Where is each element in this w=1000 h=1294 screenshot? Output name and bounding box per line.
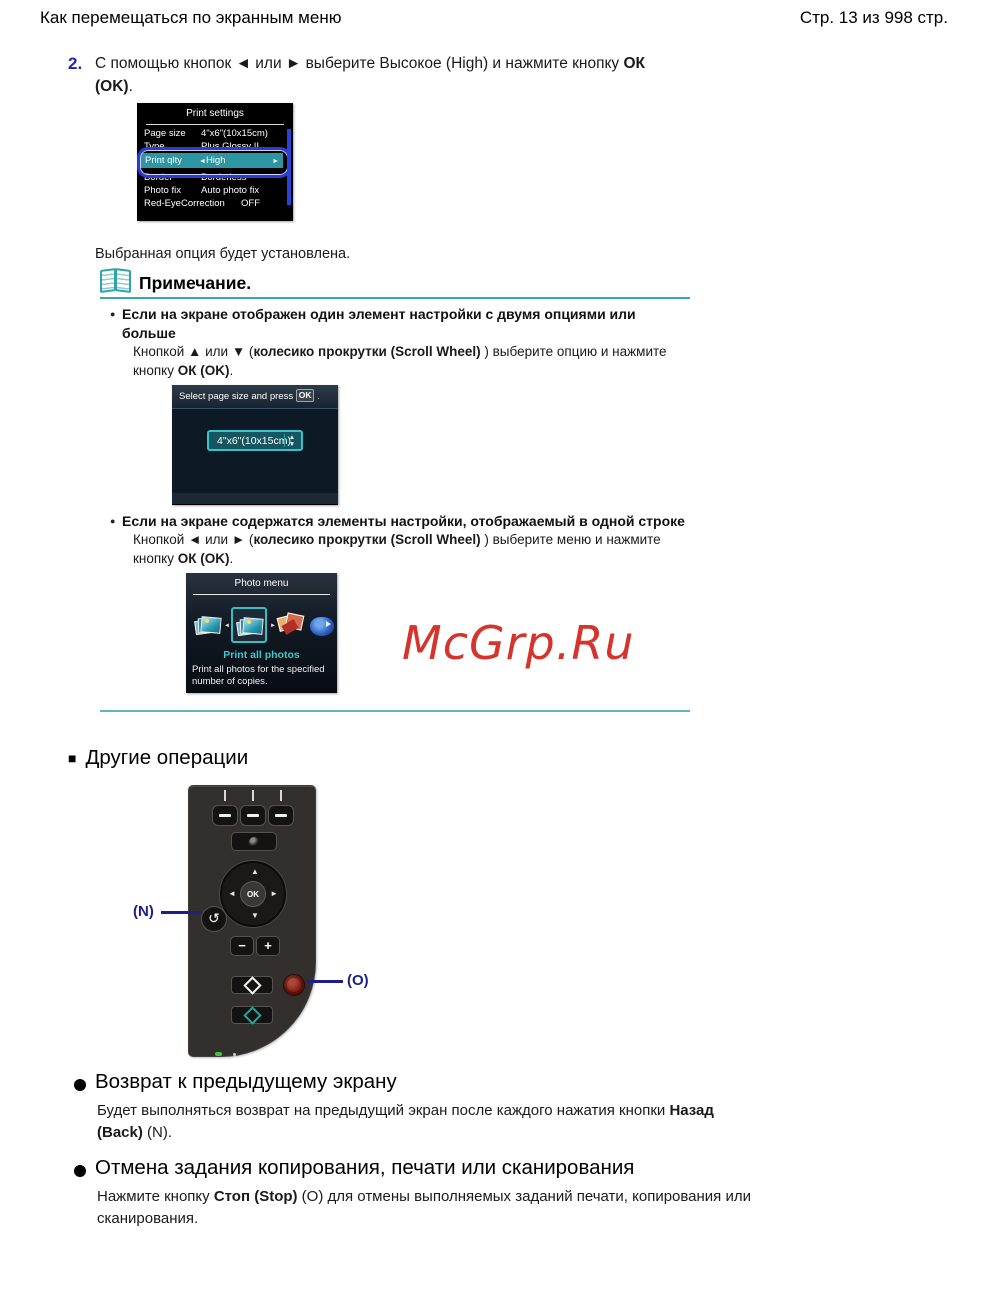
section-bullet [74, 1165, 86, 1177]
menu-icon [249, 837, 259, 847]
panel-tick [224, 790, 226, 801]
page-number: Стр. 13 из 998 стр. [799, 8, 948, 27]
left-arrow-icon: ◄ [224, 623, 230, 629]
color-start-button [231, 1006, 273, 1024]
start-diamond-icon [243, 976, 261, 994]
screen-title: Print settings [186, 108, 244, 119]
minus-bar-icon [247, 814, 259, 817]
function-button [240, 805, 266, 826]
start-diamond-icon [243, 1006, 261, 1024]
label-o-pointer-line [307, 980, 343, 983]
spin-up-icon: ▲ [288, 434, 296, 441]
section-heading-cancel: Отмена задания копирования, печати или сканирования [95, 1156, 635, 1179]
navigation-dial [220, 861, 286, 927]
power-led [215, 1052, 222, 1056]
section-paragraph: Будет выполняться возврат на предыдущий экран после каждого нажатия кнопки Назад (Back) (N). [97, 1102, 714, 1141]
right-arrow-icon: ► [272, 158, 279, 165]
page-size-screen [172, 385, 338, 505]
title-underline [193, 594, 330, 595]
note-bullet2-heading: Если на экране содержатся элементы настройки, отображаемый в одной строке [122, 513, 685, 529]
back-button: ↺ [201, 906, 227, 932]
stop-button [283, 974, 305, 996]
note-bullet1-text: Кнопкой ▲ или ▼ (колесико прокрутки (Scroll Wheel) ) выберите опцию и нажмите кнопку ОК (OK). [133, 344, 667, 378]
label-n: (N) [133, 903, 154, 920]
setting-row: Type Plus Glossy II [144, 141, 260, 152]
ok-button: OK [240, 881, 266, 907]
left-arrow-icon: ◄ [199, 158, 206, 165]
step-text: С помощью кнопок ◄ или ► выберите Высокое (High) и нажмите кнопку [95, 55, 624, 72]
film-disc-icon [309, 616, 335, 637]
note-book-icon [100, 267, 131, 293]
plus-button: + [256, 936, 280, 956]
menu-button [231, 832, 277, 851]
title-underline [146, 124, 284, 125]
setting-row: Red-EyeCorrection OFF [144, 198, 260, 209]
note-bullet2-text: Кнопкой ◄ или ► (колесико прокрутки (Scroll Wheel) ) выберите меню и нажмите кнопку ОК (OK). [133, 532, 661, 566]
right-arrow-icon: ► [270, 889, 278, 898]
ok-key-badge: OK [296, 389, 315, 402]
screen-header: Select page size and press OK . [172, 385, 338, 408]
step-number: 2. [68, 54, 83, 73]
screen-scrollbar [287, 129, 291, 205]
function-button [212, 805, 238, 826]
page-size-selector: 4"x6"(10x15cm) ▲ ▼ [207, 430, 303, 451]
watermark: McGrp.Ru [402, 616, 635, 670]
setting-row: Page size 4"x6"(10x15cm) [144, 128, 268, 139]
black-start-button [231, 976, 273, 994]
screen-title: Photo menu [234, 578, 289, 589]
alarm-led [233, 1053, 236, 1056]
print-settings-screen [137, 103, 293, 221]
right-arrow-icon: ► [270, 623, 276, 629]
photo-menu-screen [186, 573, 337, 693]
menu-description: Print all photos for the specified number of copies. [192, 664, 325, 687]
left-arrow-icon: ◄ [228, 889, 236, 898]
section-divider [100, 710, 690, 712]
setting-row: Photo fix Auto photo fix [144, 185, 260, 196]
label-o: (O) [347, 972, 369, 989]
section-paragraph: Нажмите кнопку Стоп (Stop) (О) для отмены выполняемых заданий печати, копирования или сканирования. [97, 1188, 751, 1227]
selected-menu-label: Print all photos [223, 649, 300, 661]
spinner-arrows [284, 434, 299, 447]
photo-collage-icon [277, 613, 305, 637]
up-arrow-icon: ▲ [251, 867, 259, 876]
page-title: Как перемещаться по экранным меню [40, 8, 342, 27]
note-title: Примечание. [139, 273, 252, 293]
selected-menu-item-box [231, 607, 267, 643]
section-bullet [74, 1079, 86, 1091]
panel-tick [280, 790, 282, 801]
minus-bar-icon [275, 814, 287, 817]
note-rule [100, 297, 690, 299]
panel-tick [252, 790, 254, 801]
photo-stack-icon [237, 616, 263, 638]
screen-body [172, 409, 338, 493]
square-bullet-icon: ■ [68, 750, 77, 766]
step-instruction: С помощью кнопок ◄ или ► выберите Высокое (High) и нажмите кнопку ОК (OK). [95, 55, 646, 95]
selected-setting-row: Print qlty ◄High ► [141, 153, 283, 168]
minus-bar-icon [219, 814, 231, 817]
section-heading-return: Возврат к предыдущему экрану [95, 1070, 397, 1093]
setting-row: Border Borderless [144, 172, 247, 183]
spin-down-icon: ▼ [288, 441, 296, 448]
bullet-dot: ● [110, 516, 116, 526]
section-heading-other-operations: ■ Другие операции [68, 746, 249, 769]
control-panel-illustration [188, 785, 316, 1057]
screen-footer [172, 493, 338, 504]
photo-stack-icon [195, 615, 221, 637]
note-bullet1-heading: Если на экране отображен один элемент настройки с двумя опциями или больше [122, 306, 636, 341]
confirm-text: Выбранная опция будет установлена. [95, 245, 351, 262]
bullet-dot: ● [110, 309, 116, 319]
minus-button: − [230, 936, 254, 956]
function-button [268, 805, 294, 826]
label-n-pointer-line [161, 911, 201, 914]
down-arrow-icon: ▼ [251, 911, 259, 920]
